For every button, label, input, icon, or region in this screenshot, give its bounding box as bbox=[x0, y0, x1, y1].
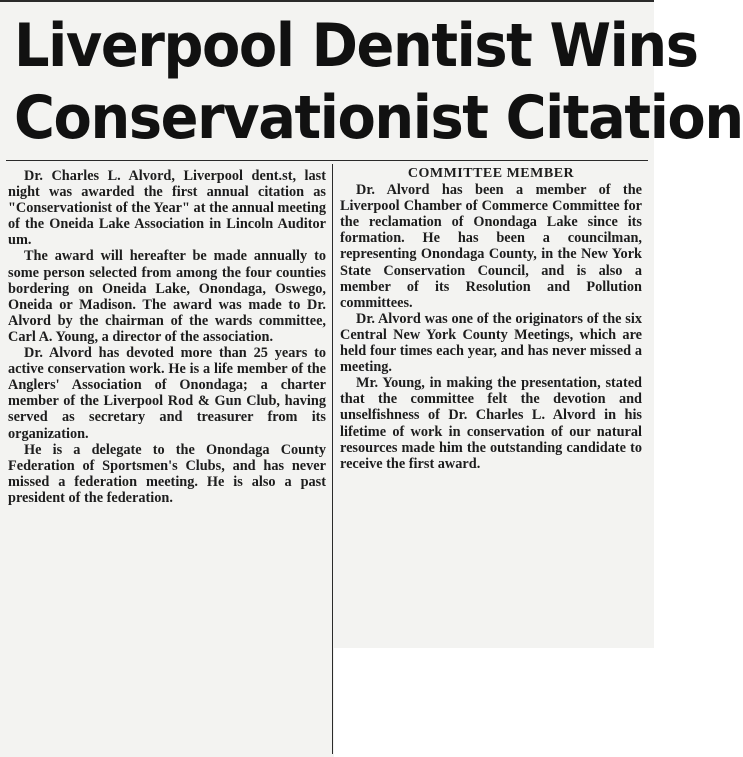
headline-rule bbox=[6, 160, 648, 161]
paragraph: Mr. Young, in making the presentation, stated that the committee felt the devotion and unselfishness of Dr. Charles L. Alvord in his lifetime of work in conservation of our natural resources made him the outstanding candidate to receive the first award. bbox=[340, 375, 642, 472]
top-rule bbox=[0, 0, 654, 2]
headline-line-1: Liverpool Dentist Wins bbox=[14, 11, 698, 81]
paragraph: The award will hereafter be made annually to some person selected from among the four counties bordering on Oneida Lake, Onondaga, Oswego, Oneida or Madison. The award was made to Dr. Alvord by the chairman of the wards committee, Carl A. Young, a director of the association. bbox=[8, 248, 326, 345]
right-column bbox=[340, 166, 642, 472]
paragraph: Dr. Alvord has devoted more than 25 years to active conservation work. He is a life member of the Anglers' Association of Onondaga; a charter member of the Liverpool Rod & Gun Club, having served as secretary and treasurer from its organization. bbox=[8, 345, 326, 442]
subhead: COMMITTEE MEMBER bbox=[407, 166, 575, 181]
paragraph: Dr. Charles L. Alvord, Liverpool dent.st, last night was awarded the first annual citation as "Conservationist of the Year" at the annual meeting of the Oneida Lake Association in Lincoln Auditor um. bbox=[8, 168, 326, 249]
headline bbox=[14, 10, 743, 154]
paragraph: He is a delegate to the Onondaga County Federation of Sportsmen's Clubs, and has never missed a federation meeting. He is also a past president of the federation. bbox=[8, 441, 326, 506]
paragraph: Dr. Alvord was one of the originators of the six Central New York County Meetings, which are held four times each year, and has never missed a meeting. bbox=[340, 310, 642, 376]
blank-area bbox=[334, 648, 654, 757]
column-divider bbox=[332, 164, 333, 754]
headline-line-2: Conservationist Citation bbox=[14, 83, 743, 153]
paragraph: Dr. Alvord has been a member of the Liverpool Chamber of Commerce Committee for the reclamation of Onondaga Lake since its formation. He has been a councilman, representing Onondaga County, in the New York State Conservation Council, and is also a member of its Resolution and Pollution committees. bbox=[340, 182, 642, 311]
left-column bbox=[8, 168, 326, 506]
